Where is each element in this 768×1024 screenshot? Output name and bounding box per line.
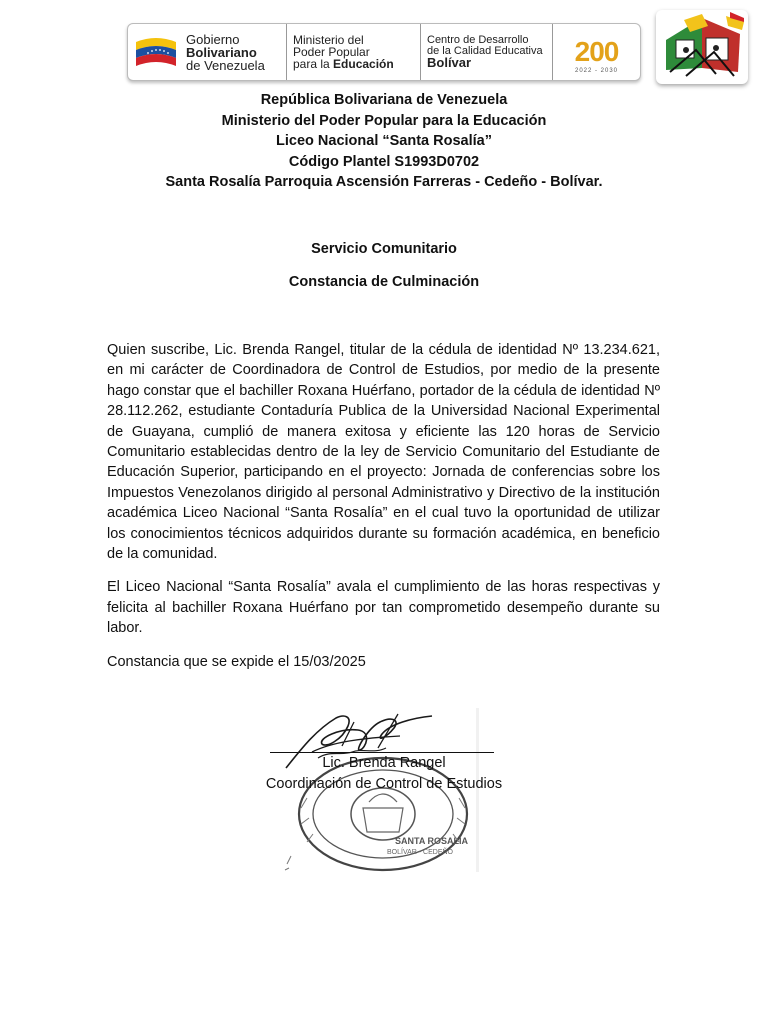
document-header [0,90,768,193]
body-paragraph-1: Quien suscribe, Lic. Brenda Rangel, titular de la cédula de identidad Nº 13.234.621, en mi carácter de Coordinadora de Control de Estudios, por medio de la presente hago constar que el bachiller Roxana Huérfano, portador de la cédula de identidad Nº 28.112.262, estudiante Contaduría Publica de la Universidad Nacional Experimental de Guayana, cumplió de manera exitosa y eficiente las 120 horas de Servicio Comunitario establecidas dentro de la ley de Servicio Comunitario del Estudiante de Educación Superior, participando en el proyecto: Jornada de conferencias sobre los Impuestos Venezolanos dirigido al personal Administrativo y Directivo de la institución académica Liceo Nacional “Santa Rosalía” en el cual tuvo la oportunidad de utilizar los conocimientos técnicos adquiridos durante su formación académica, en beneficio de la comunidad. [107,342,660,563]
bicentenary-logo [552,24,640,80]
min-line3: para la Educación [293,57,394,71]
gob-line3: de Venezuela [186,57,265,73]
min-line2: Poder Popular [293,45,370,59]
gob-line2: Bolivariano [186,44,257,60]
logo-years-text: 2022 - 2030 [574,68,619,74]
ministerio-block [286,24,420,80]
seal-text-bottom: BOLÍVAR - CEDEÑO [387,849,453,856]
section-subtitle: Constancia de Culminación [288,274,480,290]
body-paragraph-3: Constancia que se expide el 15/03/2025 [107,653,366,670]
signature-block [0,753,768,794]
header-banner [127,23,641,81]
gob-line1: Gobierno [186,31,240,47]
min-line1: Ministerio del [293,33,364,47]
signer-name: Lic. Brenda Rangel [322,755,446,771]
header-ministerio: Ministerio del Poder Popular para la Educación [221,112,547,129]
logo-200-text: 200 [574,36,619,67]
cen-line3: Bolívar [427,54,472,70]
header-republica: República Bolivariana de Venezuela [260,92,508,108]
gobierno-block [128,24,286,80]
section-title: Servicio Comunitario [311,241,457,257]
header-liceo: Liceo Nacional “Santa Rosalía” [276,133,492,149]
centro-block [420,24,552,80]
document-body [107,340,660,685]
cen-line2: de la Calidad Educativa [427,44,543,57]
header-codigo: Código Plantel S1993D0702 [288,153,480,170]
venezuela-flag-icon [134,34,178,70]
header-direccion: Santa Rosalía Parroquia Ascensión Farreras - Cedeño - Bolívar. [165,174,603,190]
body-paragraph-2: El Liceo Nacional “Santa Rosalía” avala el cumplimiento de las horas respectivas y felicita al bachiller Roxana Huérfano por tan comprometido desempeño durante su labor. [107,579,660,637]
cen-line1: Centro de Desarrollo [427,33,529,46]
school-logo-icon [656,10,748,84]
seal-text-top: SANTA ROSALÍA [395,836,468,846]
signer-role: Coordinación de Control de Estudios [265,775,503,792]
